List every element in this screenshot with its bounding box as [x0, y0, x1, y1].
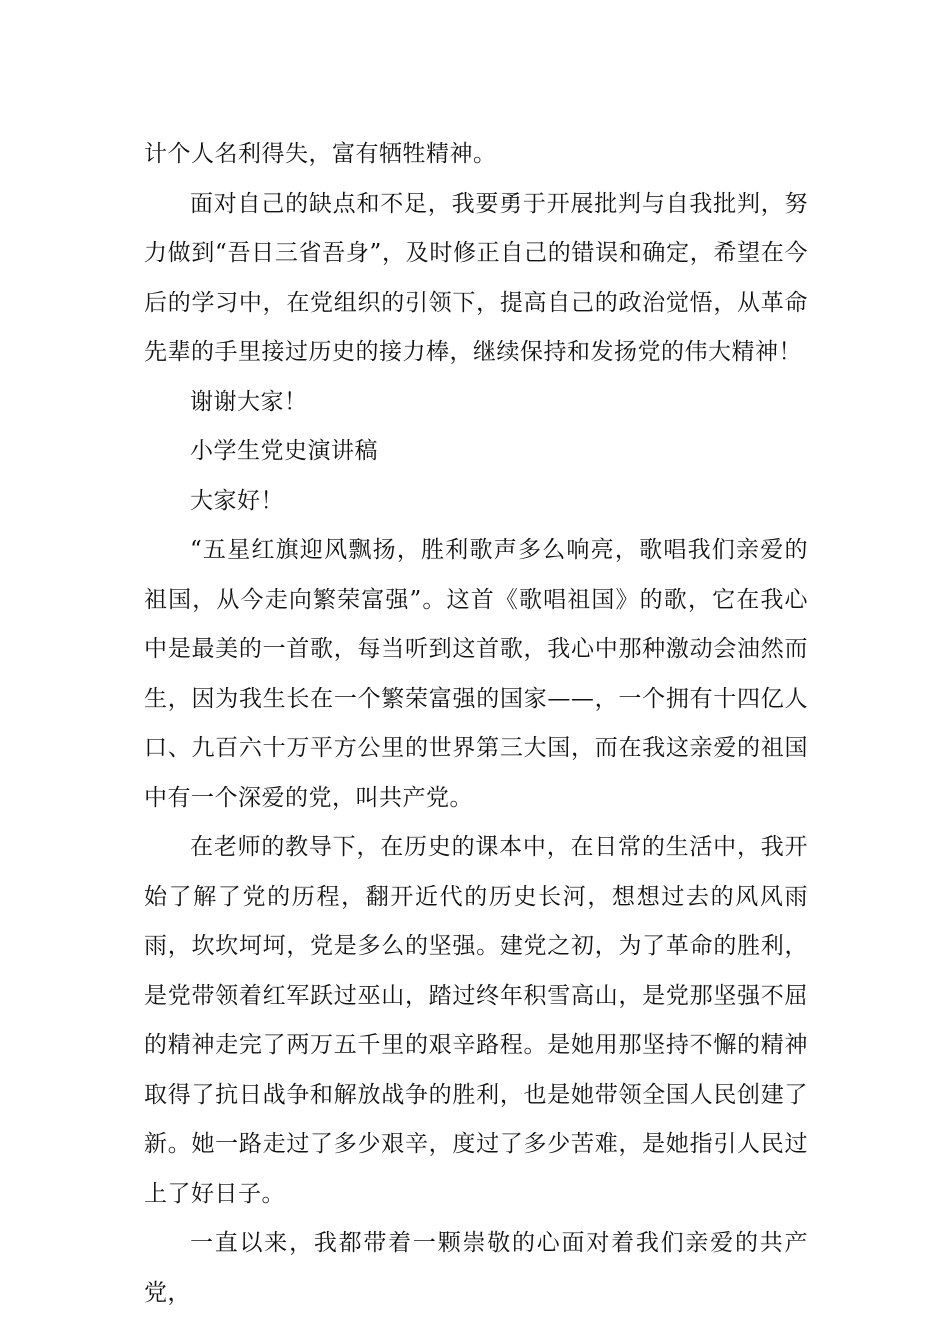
paragraph-history: 在老师的教导下，在历史的课本中，在日常的生活中，我开始了解了党的历程，翻开近代的历史长河，想想过去的风风雨雨，坎坎坷坷，党是多么的坚强。建党之初，为了革命的胜利，是党带领着红军跃过巫山，踏过终年积雪高山，是党那坚强不屈的精神走完了两万五千里的艰辛路程。是她用那坚持不懈的精神取得了抗日战争和解放战争的胜利，也是她带领全国人民创建了新。她一路走过了多少艰辛，度过了多少苦难，是她指引人民过上了好日子。	[144, 834, 808, 1207]
document-body	[144, 130, 808, 1318]
paragraph-continuation: 计个人名利得失，富有牺牲精神。	[144, 141, 497, 167]
paragraph-respect: 一直以来，我都带着一颗崇敬的心面对着我们亲爱的共产党，	[144, 1230, 808, 1306]
paragraph-self-criticism: 面对自己的缺点和不足，我要勇于开展批判与自我批判，努力做到“吾日三省吾身”，及时修正自己的错误和确定，希望在今后的学习中，在党组织的引领下，提高自己的政治觉悟，从革命先辈的手里接过历史的接力棒，继续保持和发扬党的伟大精神！	[144, 190, 808, 365]
paragraph-greeting: 大家好！	[190, 487, 284, 514]
speech-title: 小学生党史演讲稿	[190, 438, 378, 464]
paragraph-thanks: 谢谢大家！	[190, 388, 308, 415]
paragraph-song: “五星红旗迎风飘扬，胜利歌声多么响亮，歌唱我们亲爱的祖国，从今走向繁荣富强”。这首《歌唱祖国》的歌，它在我心中是最美的一首歌，每当听到这首歌，我心中那种激动会油然而生，因为我生长在一个繁荣富强的国家——，一个拥有十四亿人口、九百六十万平方公里的世界第三大国，而在我这亲爱的祖国中有一个深爱的党，叫共产党。	[144, 537, 808, 811]
